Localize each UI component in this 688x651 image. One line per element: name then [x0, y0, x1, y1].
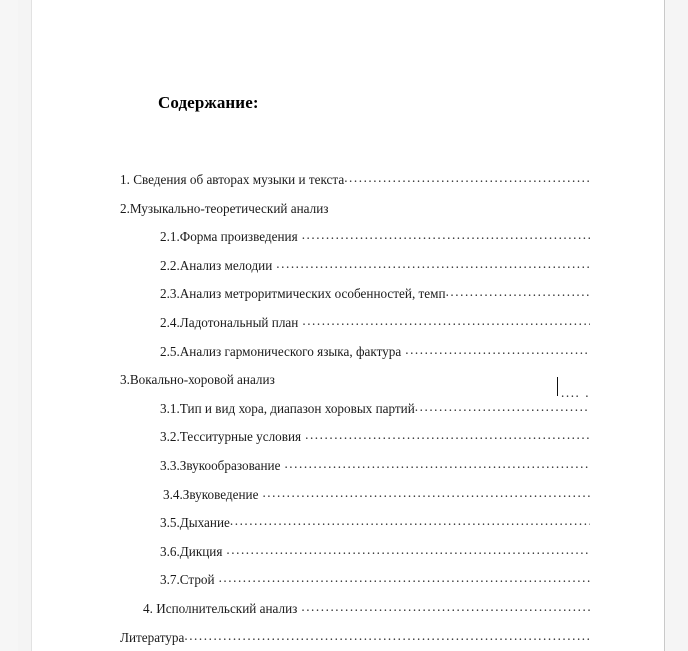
toc-entry[interactable]	[0, 515, 688, 544]
caret-trailing-leader-dots: .... .	[561, 385, 591, 400]
toc-dot-leader	[305, 429, 590, 443]
toc-entry[interactable]	[0, 487, 688, 516]
toc-entry[interactable]	[0, 344, 688, 373]
toc-entry[interactable]	[0, 172, 688, 201]
toc-entry-label: 3.5.Дыхание	[160, 515, 230, 531]
toc-entry[interactable]	[0, 630, 688, 651]
toc-dot-leader	[446, 286, 590, 300]
toc-entry-label: 4. Исполнительский анализ	[143, 600, 298, 616]
toc-entry-label: 3.2.Тесситурные условия	[160, 429, 302, 445]
toc-entry-label: 3.Вокально-хоровой анализ	[120, 372, 275, 388]
toc-entry[interactable]	[0, 258, 688, 287]
toc-entry[interactable]	[0, 315, 688, 344]
toc-dot-leader	[415, 401, 590, 415]
toc-entry-label: 2.5.Анализ гармонического языка, фактура	[160, 343, 402, 359]
toc-dot-leader	[276, 258, 590, 272]
toc-entry[interactable]	[0, 429, 688, 458]
toc-entry[interactable]	[0, 572, 688, 601]
toc-entry-label: 3.7.Строй	[160, 572, 215, 588]
toc-entry[interactable]	[0, 286, 688, 315]
toc-entry-label: Литература	[120, 629, 185, 645]
toc-entry-label: 2.1.Форма произведения	[160, 229, 298, 245]
toc-entry[interactable]	[0, 229, 688, 258]
toc-entry-label: 3.6.Дикция	[160, 543, 223, 559]
toc-dot-leader	[301, 601, 590, 615]
table-of-contents	[0, 172, 688, 651]
toc-entry[interactable]	[0, 544, 688, 573]
toc-entry-label: 2.Музыкально-теоретический анализ	[120, 200, 329, 216]
toc-dot-leader	[219, 572, 590, 586]
toc-dot-leader	[184, 630, 590, 644]
text-cursor-caret	[557, 377, 558, 396]
toc-entry-label: 2.2.Анализ мелодии	[160, 257, 273, 273]
toc-entry[interactable]	[0, 458, 688, 487]
toc-dot-leader	[284, 458, 590, 472]
toc-entry-label: 3.1.Тип и вид хора, диапазон хоровых партий	[160, 400, 415, 416]
toc-entry[interactable]	[0, 201, 688, 230]
toc-entry[interactable]	[0, 601, 688, 630]
toc-entry-label: 3.4.Звуковедение	[163, 486, 259, 502]
toc-entry-label: 3.3.Звукообразование	[160, 457, 281, 473]
toc-dot-leader	[302, 315, 590, 329]
toc-entry[interactable]	[0, 401, 688, 430]
toc-dot-leader	[344, 172, 590, 186]
toc-dot-leader	[262, 487, 590, 501]
toc-dot-leader	[302, 229, 590, 243]
toc-entry-label: 2.3.Анализ метроритмических особенностей, темп	[160, 286, 446, 302]
toc-dot-leader	[230, 515, 590, 529]
toc-entry-label: 1. Сведения об авторах музыки и текста	[120, 172, 345, 187]
toc-entry-label: 2.4.Ладотональный план	[160, 314, 299, 330]
page-title: Содержание:	[158, 93, 259, 112]
toc-dot-leader	[405, 344, 590, 358]
toc-dot-leader	[226, 544, 590, 558]
